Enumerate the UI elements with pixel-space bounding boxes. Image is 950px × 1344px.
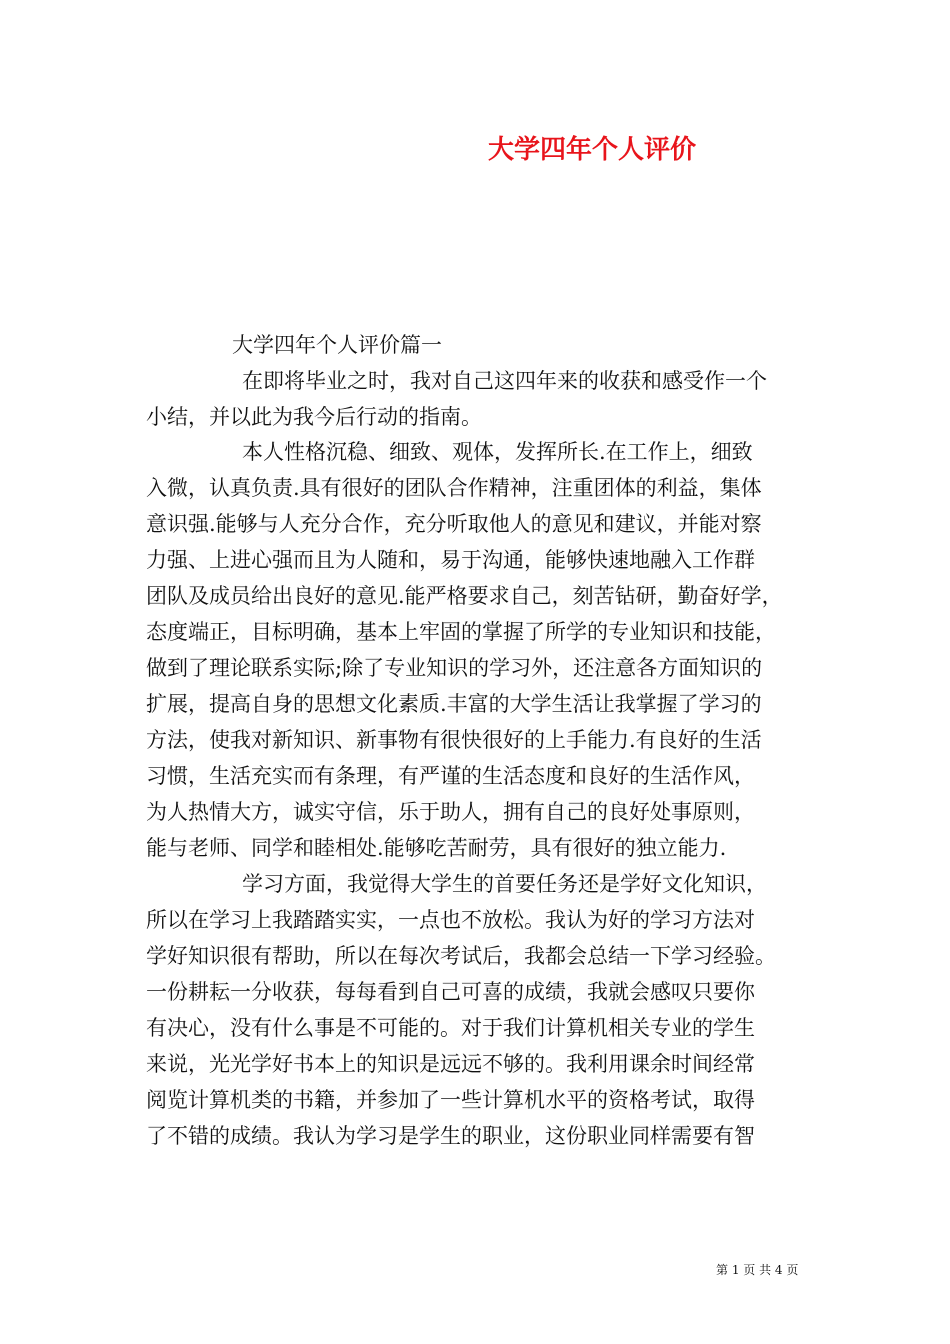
paragraph-line: 做到了理论联系实际;除了专业知识的学习外，还注意各方面知识的 [146,656,763,680]
paragraph-line: 态度端正，目标明确，基本上牢固的掌握了所学的专业知识和技能， [146,620,776,644]
paragraph-line: 能与老师、同学和睦相处.能够吃苦耐劳，具有很好的独立能力. [146,836,727,860]
paragraph-line: 一份耕耘一分收获，每每看到自己可喜的成绩，我就会感叹只要你 [146,980,755,1004]
paragraph-line: 为人热情大方，诚实守信，乐于助人，拥有自己的良好处事原则， [146,800,755,824]
paragraph-line: 来说，光光学好书本上的知识是远远不够的。我利用课余时间经常 [146,1052,755,1076]
paragraph-line: 小结，并以此为我今后行动的指南。 [146,405,482,429]
paragraph-line: 学习方面，我觉得大学生的首要任务还是学好文化知识， [242,872,767,896]
paragraph-line: 阅览计算机类的书籍，并参加了一些计算机水平的资格考试，取得 [146,1088,755,1112]
page-footer: 第 1 页 共 4 页 [716,1263,799,1277]
paragraph-line: 在即将毕业之时，我对自己这四年来的收获和感受作一个 [242,369,767,393]
paragraph-line: 意识强.能够与人充分合作，充分听取他人的意见和建议，并能对察 [146,512,762,536]
paragraph-line: 所以在学习上我踏踏实实，一点也不放松。我认为好的学习方法对 [146,908,755,932]
paragraph-line: 习惯，生活充实而有条理，有严谨的生活态度和良好的生活作风， [146,764,755,788]
paragraph-line: 了不错的成绩。我认为学习是学生的职业，这份职业同样需要有智 [146,1124,755,1148]
paragraph-line: 方法，使我对新知识、新事物有很快很好的上手能力.有良好的生活 [146,728,762,752]
paragraph-line: 入微，认真负责.具有很好的团队合作精神，注重团体的利益，集体 [146,476,762,500]
document-title: 大学四年个人评价 [488,135,697,165]
paragraph-line: 力强、上进心强而且为人随和，易于沟通，能够快速地融入工作群 [146,548,755,572]
paragraph-line: 本人性格沉稳、细致、观体，发挥所长.在工作上，细致 [242,440,753,464]
paragraph-line: 有决心，没有什么事是不可能的。对于我们计算机相关专业的学生 [146,1016,755,1040]
paragraph-line: 扩展，提高自身的思想文化素质.丰富的大学生活让我掌握了学习的 [146,692,762,716]
section-heading: 大学四年个人评价篇一 [232,333,442,357]
paragraph-line: 团队及成员给出良好的意见.能严格要求自己，刻苦钻研，勤奋好学， [146,584,783,608]
paragraph-line: 学好知识很有帮助，所以在每次考试后，我都会总结一下学习经验。 [146,944,776,968]
